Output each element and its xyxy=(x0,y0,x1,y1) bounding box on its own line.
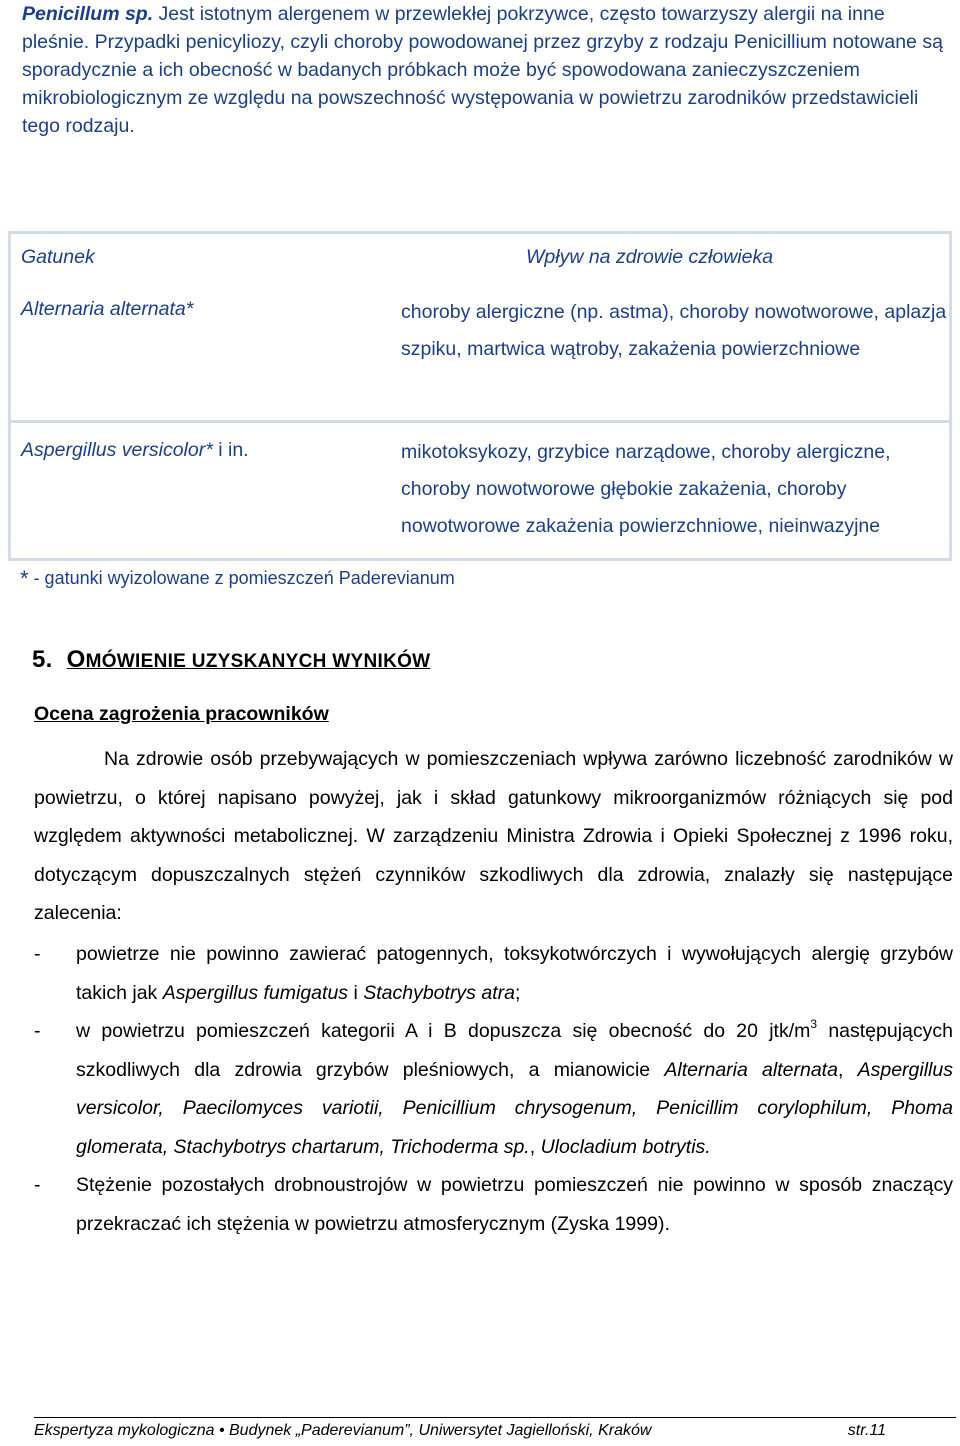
table-row-2-species-name: Aspergillus versicolor* xyxy=(21,439,213,461)
footer-text: Ekspertyza mykologiczna • Budynek „Paderevianum”, Uniwersytet Jagielloński, Kraków xyxy=(34,1422,652,1439)
bullet-1-text-b: i xyxy=(348,981,364,1004)
list-item xyxy=(34,1012,953,1166)
section-heading xyxy=(32,646,430,674)
bullet-2-species-c: Ulocladium botrytis. xyxy=(540,1135,711,1158)
bullet-2-text-c: , xyxy=(837,1058,858,1081)
bullet-dash: - xyxy=(34,943,41,965)
recommendations-list xyxy=(34,935,953,1243)
subheading: Ocena zagrożenia pracowników xyxy=(34,703,329,725)
body-paragraph: Na zdrowie osób przebywających w pomieszczeniach wpływa zarówno liczebność zarodników w powietrzu, o której napisano powyżej, jak i skład gatunkowy mikroorganizmów różniących się pod względem aktywności metabolicznej. W zarządzeniu Ministra Zdrowia i Opieki Społecznej z 1996 roku, dotyczącym dopuszczalnych stężeń czynników szkodliwych dla zdrowia, znalazły się następujące zalecenia: xyxy=(34,748,953,924)
page-footer xyxy=(34,1422,956,1440)
table-row-1-effect: choroby alergiczne (np. astma), choroby nowotworowe, aplazja szpiku, martwica wątroby, zakażenia powierzchniowe xyxy=(401,301,947,360)
footnote-text: - gatunki wyizolowane z pomieszczeń Paderevianum xyxy=(28,568,455,588)
bullet-3-text: Stężenie pozostałych drobnoustrojów w powietrzu pomieszczeń nie powinno w sposób znaczący przekraczać ich stężenia w powietrzu atmosferycznym (Zyska 1999). xyxy=(76,1174,953,1235)
bullet-dash: - xyxy=(34,1174,41,1196)
bullet-2-superscript: 3 xyxy=(810,1017,818,1031)
bullet-dash: - xyxy=(34,1020,41,1042)
bullet-1-text-a: powietrze nie powinno zawierać patogennych, toksykotwórczych i wywołujących alergię grzybów takich jak xyxy=(76,943,953,1004)
bullet-2-text-b: następujących szkodliwych dla zdrowia grzybów pleśniowych, a mianowicie xyxy=(76,1020,953,1081)
bullet-1-text-c: ; xyxy=(514,981,521,1004)
intro-paragraph xyxy=(22,0,956,140)
section-title-initial: O xyxy=(66,646,86,673)
table-row-2-effect: mikotoksykozy, grzybice narządowe, choroby alergiczne, choroby nowotworowe głębokie zakażenia, choroby nowotworowe zakażenia powierzchniowe, nieinwazyjne xyxy=(401,441,891,537)
species-table xyxy=(8,231,952,561)
table-footnote xyxy=(20,566,455,592)
intro-text: Jest istotnym alergenem w przewlekłej pokrzywce, często towarzyszy alergii na inne pleśnie. Przypadki penicyliozy, czyli choroby powodowanej przez grzyby z rodzaju Penicillium notowane są sporadycznie a ich obecność w badanych próbkach może być spowodowana zanieczyszczeniem mikrobiologicznym ze względu na powszechność występowania w powietrzu zarodników przedstawicieli tego rodzaju. xyxy=(22,3,943,137)
bullet-2-species-a: Alternaria alternata xyxy=(664,1058,838,1081)
section-number: 5. xyxy=(32,646,53,673)
page-number: str.11 xyxy=(847,1422,886,1439)
intro-genus: Penicillum sp. xyxy=(22,3,154,25)
table-row-divider xyxy=(11,420,949,423)
section-title xyxy=(66,646,431,673)
table-header-species: Gatunek xyxy=(21,246,95,268)
bullet-2-text-a: w powietrzu pomieszczeń kategorii A i B dopuszcza się obecność do 20 jtk/m xyxy=(76,1020,811,1042)
table-row-1-species: Alternaria alternata* xyxy=(21,298,194,320)
footnote-star: * xyxy=(20,566,29,591)
bullet-2-species-b: Aspergillus versicolor, Paecilomyces variotii, Penicillium chrysogenum, Penicillim corylophilum, Phoma glomerata, Stachybotrys chartarum, Trichoderma sp. xyxy=(76,1058,953,1158)
section-title-rest: MÓWIENIE UZYSKANYCH WYNIKÓW xyxy=(85,651,431,672)
list-item xyxy=(34,935,953,1012)
list-item xyxy=(34,1166,953,1243)
bullet-1-species-a: Aspergillus fumigatus xyxy=(162,981,349,1004)
bullet-1-species-b: Stachybotrys atra xyxy=(363,981,515,1004)
table-row-2-species xyxy=(21,439,249,462)
bullet-2-text-d: , xyxy=(529,1135,541,1158)
footer-rule xyxy=(34,1417,956,1418)
table-header-effect: Wpływ na zdrowie człowieka xyxy=(526,246,774,268)
table-row-2-species-suffix: i in. xyxy=(212,439,249,461)
